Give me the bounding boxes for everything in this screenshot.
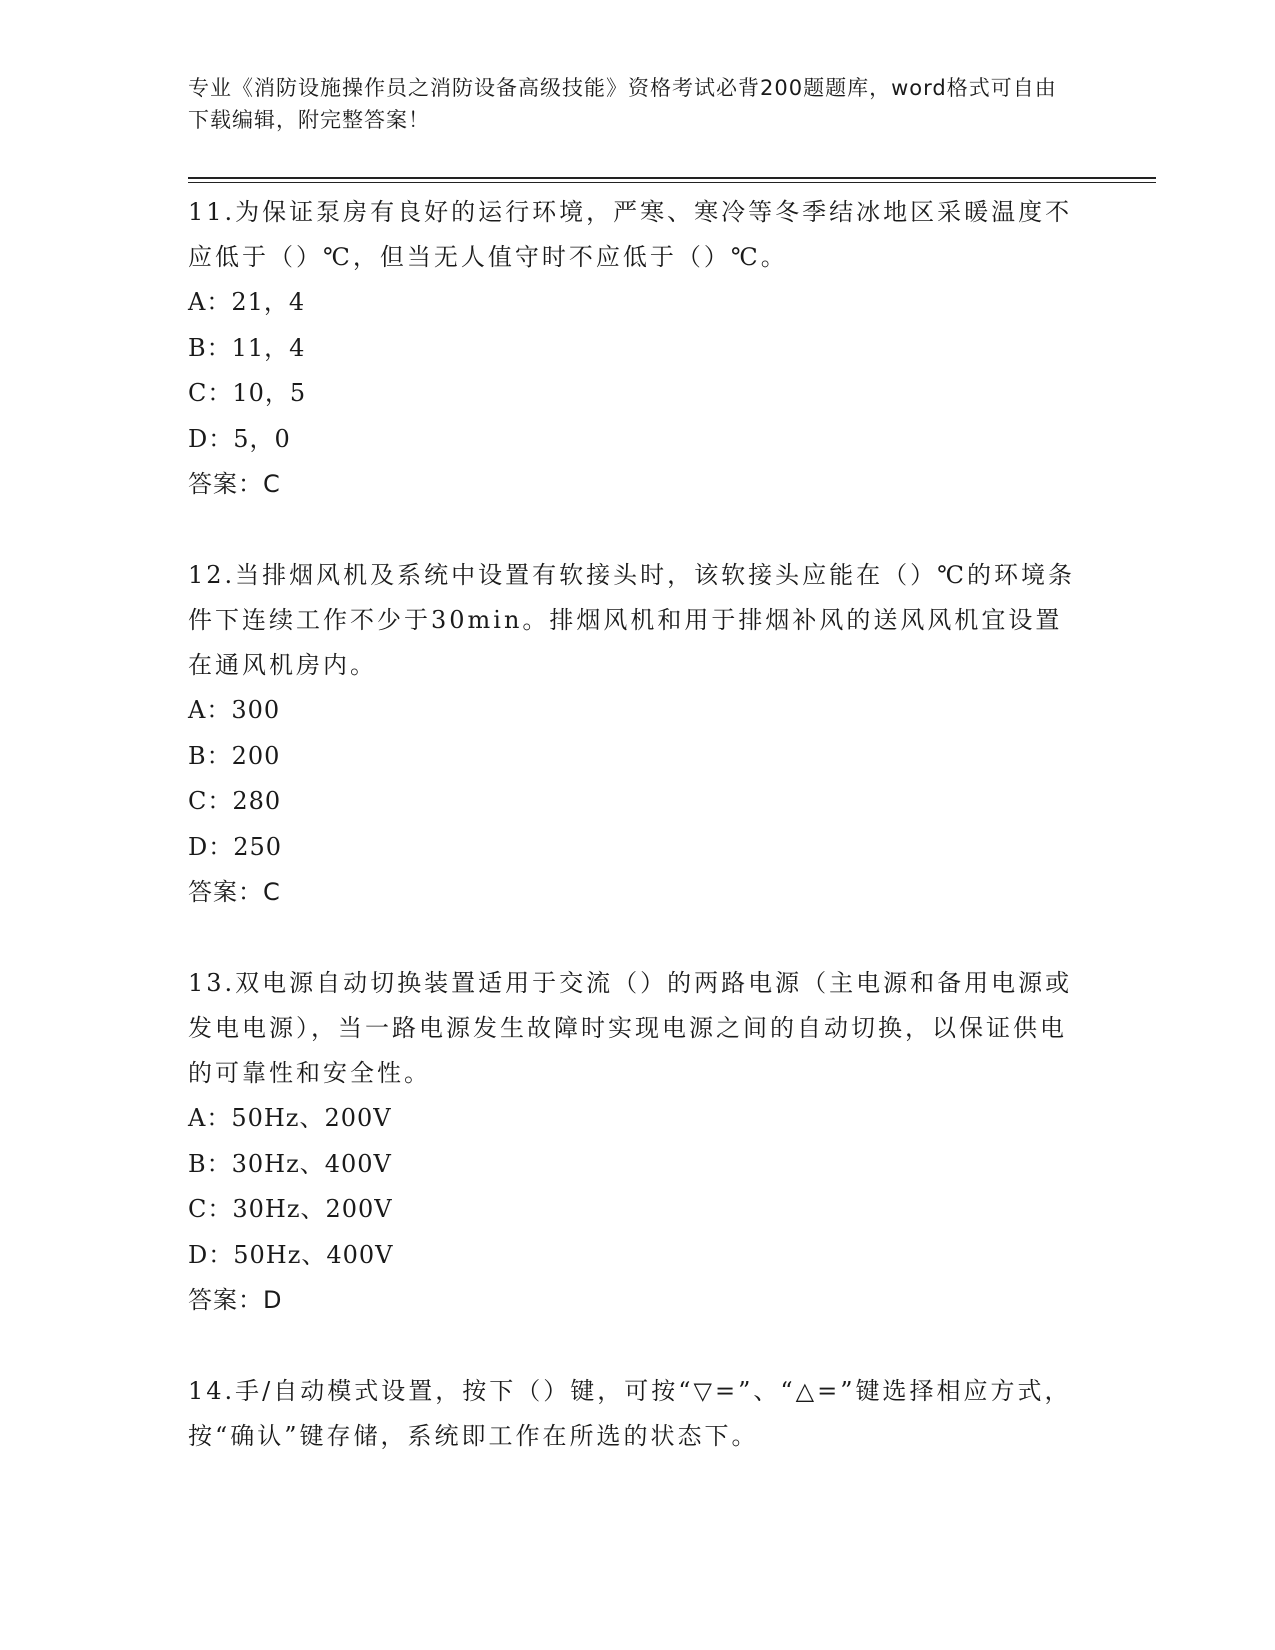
question-list (188, 190, 1088, 1505)
option-d: D：5，0 (188, 424, 291, 453)
question-stem: 12.当排烟风机及系统中设置有软接头时，该软接头应能在（）℃的环境条件下连续工作不少于30min。排烟风机和用于排烟补风的送风风机宜设置在通风机房内。 (188, 561, 1076, 679)
option-b: B：200 (188, 741, 281, 770)
option-b: B：11，4 (188, 333, 306, 362)
option-a: A：21，4 (188, 288, 306, 316)
option-d: D：250 (188, 832, 283, 861)
option-c: C：10，5 (188, 379, 307, 407)
answer: 答案：C (188, 470, 281, 498)
option-a: A：300 (188, 696, 281, 724)
question-12 (188, 553, 1088, 915)
question-11 (188, 190, 1088, 507)
option-c: C：280 (188, 787, 282, 815)
option-b: B：30Hz、400V (188, 1149, 392, 1178)
page-header: 专业《消防设施操作员之消防设备高级技能》资格考试必背200题题库，word格式可自由下载编辑，附完整答案！ (188, 76, 1057, 132)
header-divider (188, 177, 1156, 183)
answer: 答案：D (188, 1286, 283, 1314)
question-13 (188, 961, 1088, 1323)
question-stem: 13.双电源自动切换装置适用于交流（）的两路电源（主电源和备用电源或发电电源），当一路电源发生故障时实现电源之间的自动切换，以保证供电的可靠性和安全性。 (188, 969, 1073, 1087)
option-c: C：30Hz、200V (188, 1195, 393, 1223)
question-stem: 11.为保证泵房有良好的运行环境，严寒、寒冷等冬季结冰地区采暖温度不应低于（）℃，但当无人值守时不应低于（）℃。 (188, 198, 1073, 271)
question-stem: 14.手/自动模式设置，按下（）键，可按“▽=”、“△=”键选择相应方式，按“确认”键存储，系统即工作在所选的状态下。 (188, 1377, 1072, 1450)
option-a: A：50Hz、200V (188, 1104, 392, 1132)
option-d: D：50Hz、400V (188, 1240, 394, 1269)
answer: 答案：C (188, 878, 281, 906)
question-14 (188, 1369, 1088, 1459)
